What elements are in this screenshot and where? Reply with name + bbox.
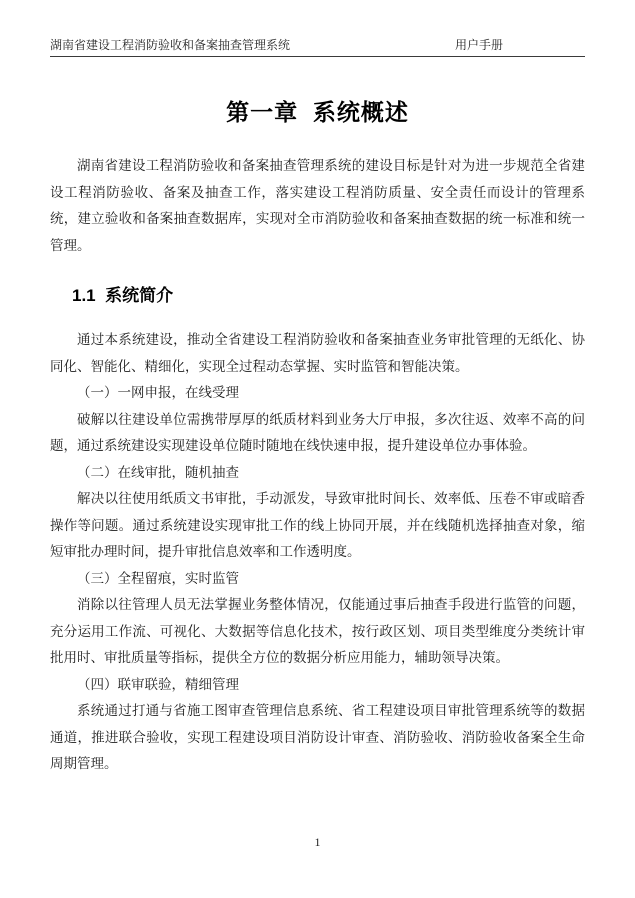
section-heading-1-1: 1.1 系统简介	[72, 286, 174, 305]
feature-1-title: （一）一网申报，在线受理	[77, 385, 239, 400]
feature-4-title: （四）联审联验，精细管理	[77, 676, 239, 692]
chapter-intro-paragraph: 湖南省建设工程消防验收和备案抽查管理系统的建设目标是针对为进一步规范全省建设工程消防验收、备案及抽查工作，落实建设工程消防质量、安全责任而设计的管理系统，建立验收和备案抽查数据库，实现对全市消防验收和备案抽查数据的统一标准和统一管理。	[50, 158, 585, 253]
section-lead-paragraph: 通过本系统建设，推动全省建设工程消防验收和备案抽查业务审批管理的无纸化、协同化、智能化、精细化，实现全过程动态掌握、实时监管和智能决策。	[50, 332, 585, 374]
page-number: 1	[314, 835, 321, 849]
header-system-name: 湖南省建设工程消防验收和备案抽查管理系统	[50, 38, 291, 52]
page-footer	[0, 835, 635, 850]
feature-4-body: 系统通过打通与省施工图审查管理信息系统、省工程建设项目审批管理系统等的数据通道，推进联合验收，实现工程建设项目消防设计审查、消防验收、消防验收备案全生命周期管理。	[50, 703, 585, 771]
feature-3-body: 消除以往管理人员无法掌握业务整体情况，仅能通过事后抽查手段进行监管的问题，充分运用工作流、可视化、大数据等信息化技术，按行政区划、项目类型维度分类统计审批用时、审批质量等指标，提供全方位的数据分析应用能力，辅助领导决策。	[50, 597, 585, 665]
feature-2-title: （二）在线审批，随机抽查	[77, 464, 239, 480]
chapter-title: 第一章 系统概述	[226, 99, 409, 125]
feature-2-body: 解决以往使用纸质文书审批，手动派发，导致审批时间长、效率低、压卷不审或暗香操作等问题。通过系统建设实现审批工作的线上协同开展，并在线随机选择抽查对象，缩短审批办理时间，提升审批信息效率和工作透明度。	[50, 491, 585, 559]
document-body	[50, 97, 585, 778]
page-header	[50, 38, 585, 57]
header-doc-type: 用户手册	[454, 38, 503, 52]
feature-1-body: 破解以往建设单位需携带厚厚的纸质材料到业务大厅申报，多次往返、效率不高的问题，通过系统建设实现建设单位随时随地在线快速申报，提升建设单位办事体验。	[50, 411, 585, 453]
feature-3-title: （三）全程留痕，实时监管	[77, 570, 239, 586]
